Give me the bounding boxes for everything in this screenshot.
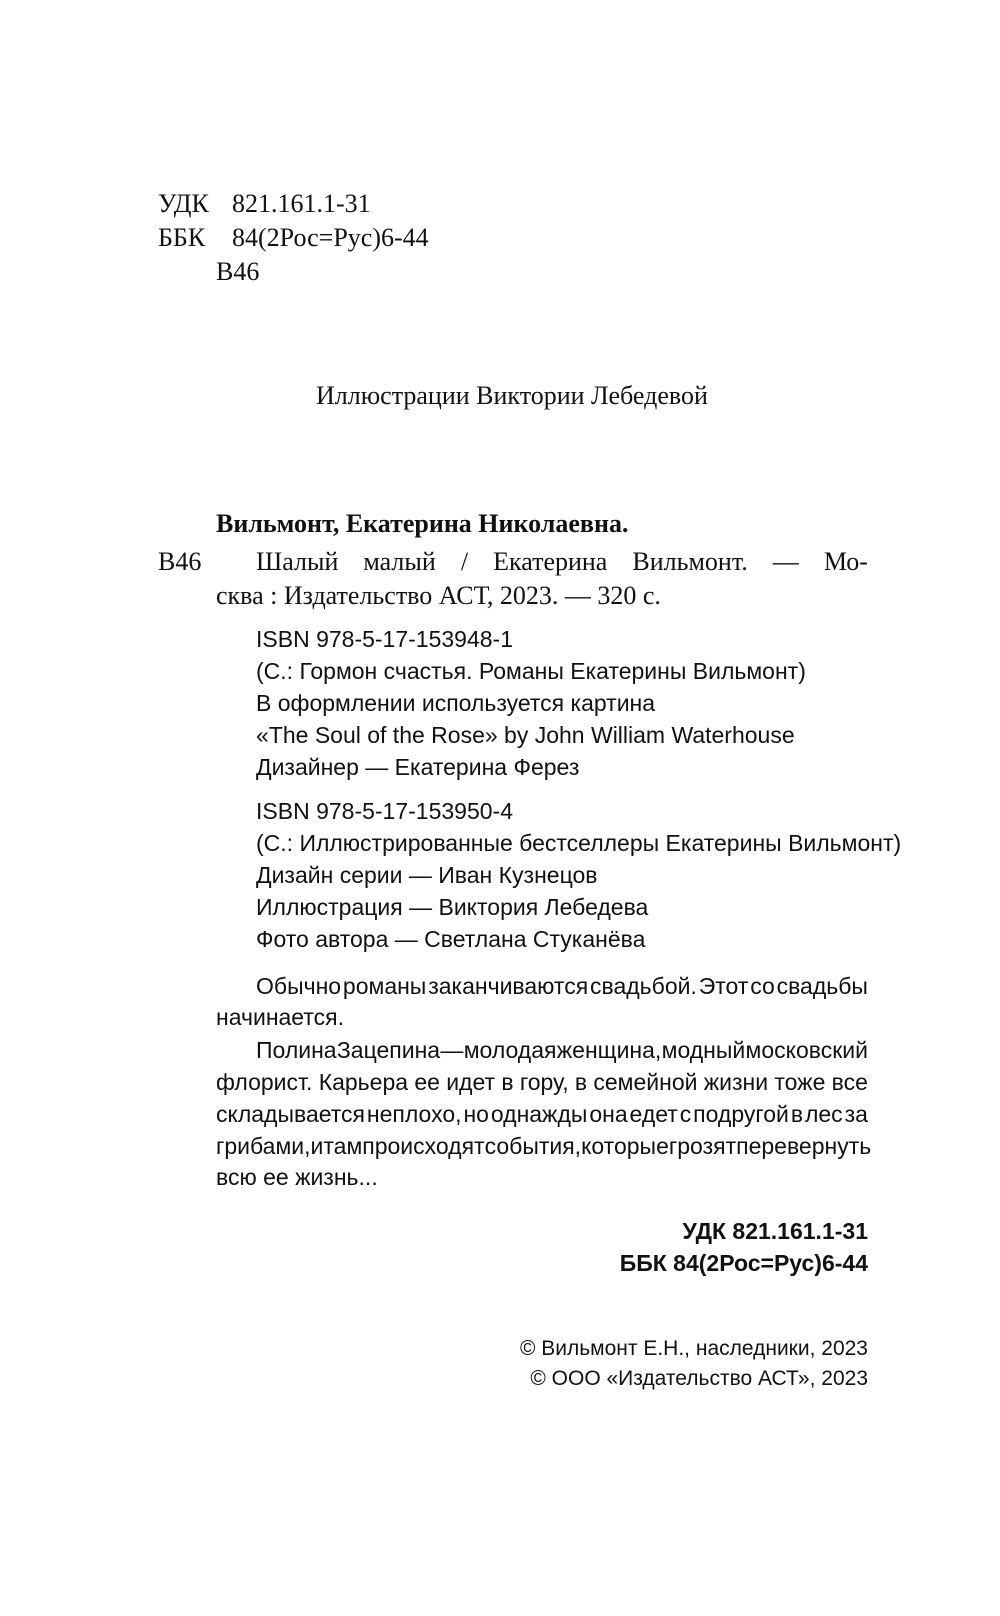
word: перевернуть [736, 1133, 872, 1159]
word: Карьера [318, 1069, 409, 1095]
annotation-p2-line-4 [216, 1130, 872, 1162]
author-heading: Вильмонт, Екатерина Николаевна. [216, 509, 629, 538]
illustrator-credit: Иллюстрации Виктории Лебедевой [316, 381, 708, 410]
word: гору, [519, 1069, 569, 1095]
word: подругой [693, 1101, 789, 1127]
book-title-line-1 [256, 546, 868, 578]
word: в [501, 1069, 514, 1095]
word: модный [661, 1037, 746, 1063]
word: события, [484, 1133, 582, 1159]
word: семейной [593, 1069, 698, 1095]
isbn-1-series: (С.: Гормон счастья. Романы Екатерины Вильмонт) [256, 658, 806, 684]
word: Полина [256, 1037, 337, 1063]
isbn-1-painting: «The Soul of the Rose» by John William Waterhouse [256, 722, 795, 748]
word: складывается [216, 1101, 365, 1127]
word: но [463, 1101, 489, 1127]
copyright-publisher: © ООО «Издательство АСТ», 2023 [530, 1367, 868, 1390]
isbn-1: ISBN 978-5-17-153948-1 [256, 626, 513, 652]
word: Мо- [823, 547, 868, 576]
isbn-2: ISBN 978-5-17-153950-4 [256, 798, 513, 824]
isbn-1-cover-note: В оформлении используется картина [256, 690, 656, 716]
book-title-line-2: сква : Издательство АСТ, 2023. — 320 с. [216, 581, 661, 610]
word: там [323, 1133, 363, 1159]
word: она [589, 1101, 628, 1127]
word: тоже [774, 1069, 826, 1095]
word: за [844, 1101, 868, 1127]
word: молодая [463, 1037, 557, 1063]
word: грозят [668, 1133, 737, 1159]
bbk-label: ББК [158, 223, 206, 252]
udk-label: УДК [158, 189, 209, 218]
word: все [831, 1069, 868, 1095]
annotation-p2-line-1 [256, 1034, 868, 1066]
word: неплохо, [366, 1101, 462, 1127]
author-mark-top: В46 [216, 257, 260, 286]
isbn-2-illustration: Иллюстрация — Виктория Лебедева [256, 894, 649, 920]
annotation-p1-line-2: начинается. [216, 1004, 344, 1030]
isbn-2-author-photo: Фото автора — Светлана Стуканёва [256, 926, 646, 952]
isbn-2-series-design: Дизайн серии — Иван Кузнецов [256, 862, 598, 888]
word: грибами, [216, 1133, 311, 1159]
annotation-p2-line-2 [216, 1066, 868, 1098]
bbk-value: 84(2Рос=Рус)6-44 [232, 223, 429, 252]
word: заканчиваются [428, 973, 589, 999]
word: в [574, 1069, 588, 1095]
word: в [790, 1101, 804, 1127]
word: Обычно [256, 973, 342, 999]
word: однажды [490, 1101, 588, 1127]
word: / [460, 547, 469, 576]
word: свадьбы [776, 973, 868, 999]
annotation-p2-line-5: всю ее жизнь... [216, 1164, 378, 1190]
footer-udk: УДК 821.161.1-31 [682, 1218, 868, 1244]
isbn-1-designer: Дизайнер — Екатерина Ферез [256, 754, 580, 780]
word: московский [745, 1037, 868, 1063]
word: Екатерина [493, 547, 608, 576]
isbn-2-series: (С.: Иллюстрированные бестселлеры Екатерины Вильмонт) [256, 830, 902, 856]
word: с [679, 1101, 692, 1127]
word: Шалый [256, 547, 339, 576]
word: женщина, [556, 1037, 662, 1063]
word: ее [414, 1069, 440, 1095]
word: со [750, 973, 775, 999]
author-mark-entry: В46 [158, 547, 202, 576]
word: которые [581, 1133, 669, 1159]
word: Этот [698, 973, 749, 999]
footer-bbk: ББК 84(2Рос=Рус)6-44 [619, 1250, 868, 1276]
word: идет [446, 1069, 496, 1095]
annotation-p1-line-1 [256, 970, 868, 1002]
word: Зацепина [336, 1037, 441, 1063]
word: флорист. [216, 1069, 313, 1095]
word: жизни [703, 1069, 769, 1095]
word: — [440, 1037, 464, 1063]
word: свадьбой. [590, 973, 697, 999]
word: романы [342, 973, 427, 999]
word: лес [804, 1101, 843, 1127]
word: Вильмонт. [632, 547, 748, 576]
word: — [772, 547, 799, 576]
word: едет [629, 1101, 678, 1127]
word: малый [363, 547, 436, 576]
copyright-author: © Вильмонт Е.Н., наследники, 2023 [519, 1337, 868, 1360]
word: и [310, 1133, 324, 1159]
annotation-p2-line-3 [216, 1098, 868, 1130]
word: происходят [362, 1133, 485, 1159]
udk-value: 821.161.1-31 [232, 189, 371, 218]
